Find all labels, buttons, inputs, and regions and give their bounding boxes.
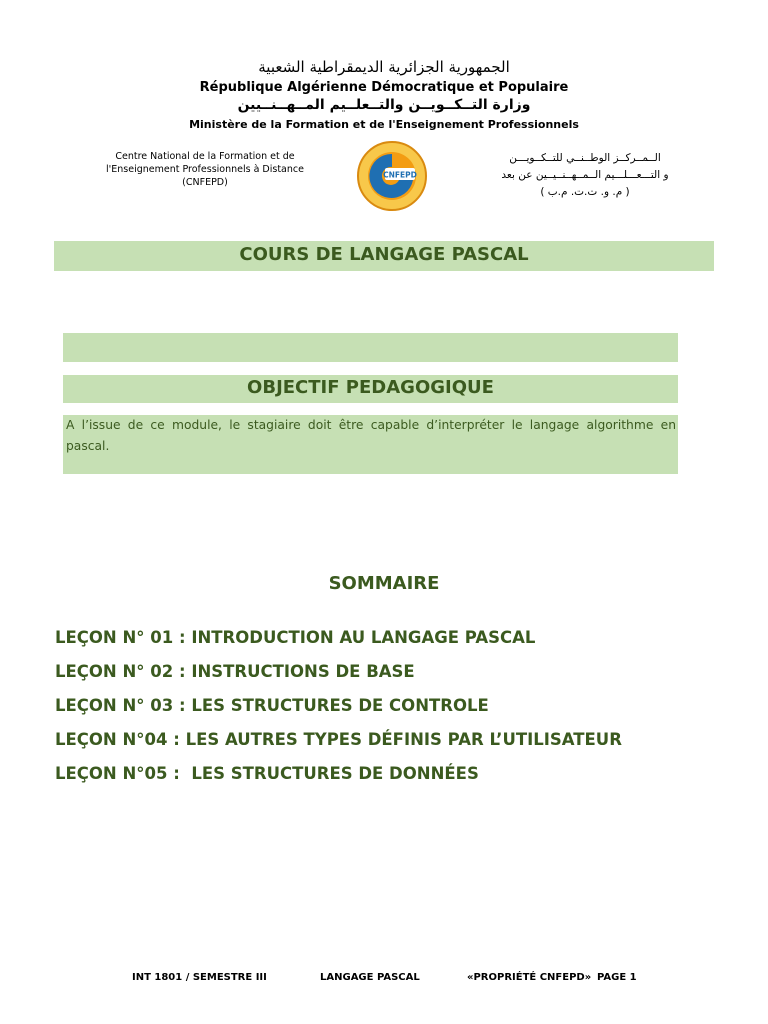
lesson-item: LEÇON N°04 : LES AUTRES TYPES DÉFINIS PAR L’UTILISATEUR (55, 730, 622, 749)
organization-french-line: Centre National de la Formation et de (115, 151, 295, 162)
organization-french-line: l'Enseignement Professionnels à Distance (106, 164, 304, 175)
lesson-item: LEÇON N° 02 : INSTRUCTIONS DE BASE (55, 662, 415, 681)
organization-arabic (480, 150, 690, 201)
footer-property: «PROPRIÉTÉ CNFEPD» (467, 972, 592, 983)
logo-text: CNFEPD (383, 170, 417, 180)
lesson-item: LEÇON N°05 : LES STRUCTURES DE DONNÉES (55, 764, 479, 783)
organization-arabic-line: الــمــركــز الوطــنــي للتــكــويـــن (509, 152, 661, 164)
course-title: COURS DE LANGAGE PASCAL (239, 244, 529, 265)
organization-french-line: (CNFEPD) (182, 177, 228, 188)
organization-arabic-line: ( م. و. ت.ت. م.ب ) (540, 186, 630, 198)
lesson-item: LEÇON N° 03 : LES STRUCTURES DE CONTROLE (55, 696, 489, 715)
cnfepd-logo (355, 140, 429, 212)
header-arabic-ministry: وزارة التــكــويــن والتــعلــيم المــهــنــيين (237, 97, 531, 113)
footer-subject: LANGAGE PASCAL (320, 972, 420, 983)
objective-title: OBJECTIF PEDAGOGIQUE (247, 377, 494, 398)
organization-french (96, 150, 314, 189)
summary-title: SOMMAIRE (328, 573, 440, 594)
objective-body: A l’issue de ce module, le stagiaire doit être capable d’interpréter le langage algorithme en pascal. (66, 418, 676, 453)
header-french-ministry: Ministère de la Formation et de l'Enseignement Professionnels (189, 118, 579, 131)
cnfepd-logo-graphic (355, 140, 429, 212)
organization-arabic-line: و التـــعـــلـــيم الــمــهــنــيــين عن بعد (501, 169, 669, 181)
footer-page-number: PAGE 1 (597, 972, 637, 983)
lesson-item: LEÇON N° 01 : INTRODUCTION AU LANGAGE PASCAL (55, 628, 536, 647)
empty-band (63, 333, 678, 362)
header-french-republic: République Algérienne Démocratique et Populaire (199, 80, 569, 95)
header-arabic-republic: الجمهورية الجزائرية الديمقراطية الشعبية (258, 58, 510, 76)
summary-lesson-list (55, 626, 735, 796)
footer-code: INT 1801 / SEMESTRE III (132, 972, 267, 983)
